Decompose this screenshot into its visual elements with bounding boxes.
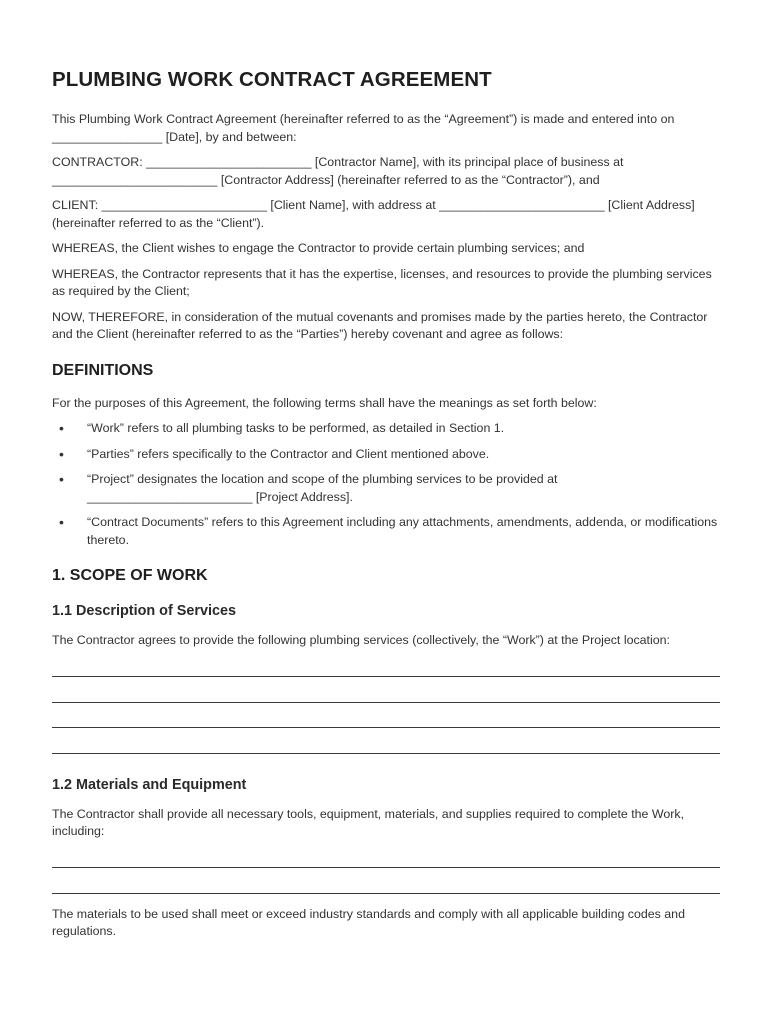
contractor-paragraph: CONTRACTOR: ________________________ [Contractor Name], with its principal place of business at ________________________ [Contractor Address] (hereinafter referred to as the “Contractor”), and <box>52 155 624 187</box>
bullet-icon: • <box>59 420 64 436</box>
definition-item-project <box>52 471 720 506</box>
contract-page <box>52 66 720 949</box>
services-blank-line <box>52 709 720 735</box>
bullet-icon: • <box>59 514 64 530</box>
intro-paragraph: This Plumbing Work Contract Agreement (hereinafter referred to as the “Agreement”) is made and entered into on ________________ [Date], by and between: <box>52 112 675 144</box>
materials-blank-line <box>52 849 720 875</box>
description-of-services-text: The Contractor agrees to provide the following plumbing services (collectively, the “Work”) at the Project location: <box>52 633 670 647</box>
definition-text: “Project” designates the location and scope of the plumbing services to be provided at ________________________ [Project Address]. <box>87 472 558 504</box>
materials-blank-line <box>52 874 720 900</box>
services-blank-line <box>52 734 720 760</box>
now-therefore-paragraph: NOW, THEREFORE, in consideration of the mutual covenants and promises made by the parties hereto, the Contractor and the Client (hereinafter referred to as the “Parties”) hereby covenant and agree as follows: <box>52 309 708 341</box>
client-paragraph: CLIENT: ________________________ [Client Name], with address at ________________________ [Client Address] (hereinafter referred to as the “Client”). <box>52 198 695 230</box>
description-of-services-heading: 1.1 Description of Services <box>52 603 236 619</box>
bullet-icon: • <box>59 471 64 487</box>
definition-item-contract-documents <box>52 514 720 549</box>
whereas-contractor-paragraph: WHEREAS, the Contractor represents that it has the expertise, licenses, and resources to provide the plumbing services as required by the Client; <box>52 266 712 298</box>
bullet-icon: • <box>59 445 64 462</box>
materials-and-equipment-text: The Contractor shall provide all necessary tools, equipment, materials, and supplies required to complete the Work, including: <box>52 806 685 838</box>
definition-text: “Contract Documents” refers to this Agreement including any attachments, amendments, addenda, or modifications thereto. <box>87 515 718 547</box>
definition-text: “Work” refers to all plumbing tasks to be performed, as detailed in Section 1. <box>87 421 505 435</box>
definitions-list <box>52 420 720 549</box>
definition-item-parties <box>52 446 720 464</box>
definitions-lead: For the purposes of this Agreement, the following terms shall have the meanings as set forth below: <box>52 395 597 410</box>
materials-and-equipment-heading: 1.2 Materials and Equipment <box>52 776 247 793</box>
definition-text: “Parties” refers specifically to the Contractor and Client mentioned above. <box>87 446 490 461</box>
definitions-heading: DEFINITIONS <box>52 361 154 379</box>
scope-of-work-heading: 1. SCOPE OF WORK <box>52 567 208 584</box>
document-title: PLUMBING WORK CONTRACT AGREEMENT <box>52 68 492 91</box>
definition-item-work <box>52 420 720 438</box>
materials-standards-text: The materials to be used shall meet or exceed industry standards and comply with all applicable building codes and regulations. <box>52 906 685 938</box>
whereas-client-paragraph: WHEREAS, the Client wishes to engage the Contractor to provide certain plumbing services; and <box>52 241 585 255</box>
services-blank-line <box>52 658 720 684</box>
services-blank-line <box>52 683 720 709</box>
